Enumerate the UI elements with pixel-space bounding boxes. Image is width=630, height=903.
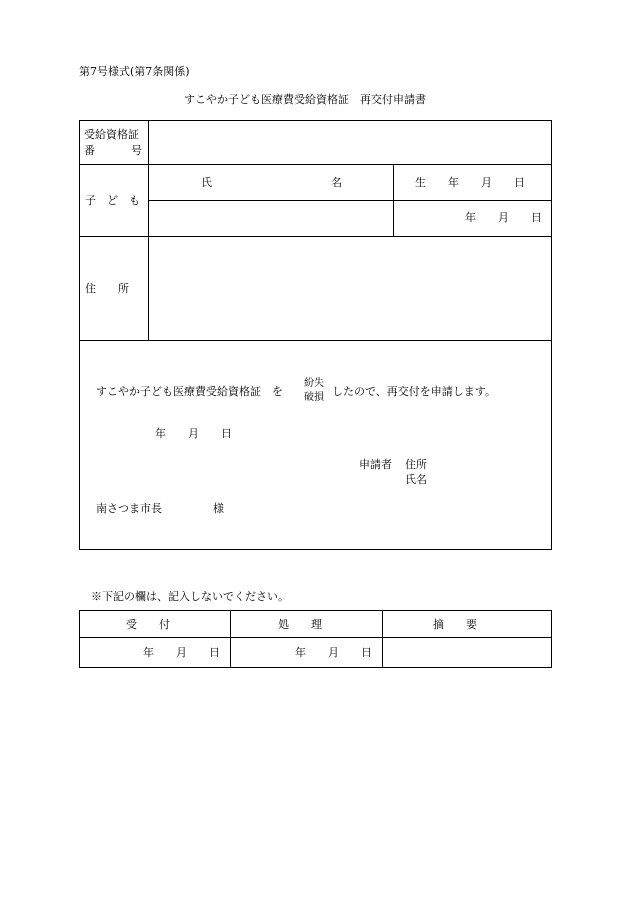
child-label: 子 ど も [85, 194, 140, 207]
form-number: 第7号様式(第7条関係) [79, 65, 190, 78]
col-remarks: 摘 要 [433, 618, 477, 631]
birth-label: 生 年 月 日 [415, 176, 525, 189]
declaration-suffix: したので、再交付を申請します。 [332, 385, 496, 398]
name-label-second: 名 [331, 176, 342, 189]
addressee-honorific: 様 [213, 502, 224, 515]
received-date[interactable]: 年 月 日 [143, 646, 220, 659]
col-received: 受 付 [126, 618, 170, 631]
reason-option-damaged[interactable]: 破損 [304, 392, 324, 403]
reason-option-lost[interactable]: 紛失 [304, 378, 324, 389]
office-use-note: ※下記の欄は、記入しないでください。 [91, 590, 289, 603]
applicant-address-label: 住所 [405, 458, 427, 471]
address-label: 住 所 [85, 282, 129, 295]
declaration-prefix: すこやか子ども医療費受給資格証 を [96, 385, 283, 398]
applicant-label: 申請者 [359, 458, 392, 471]
name-label-first: 氏 [201, 176, 212, 189]
cert-number-label-b: 号 [131, 144, 142, 157]
birth-date-field[interactable]: 年 月 日 [465, 211, 542, 224]
cert-number-label-line1: 受給資格証 [84, 128, 139, 141]
cert-number-label-a: 番 [84, 144, 95, 157]
processed-date[interactable]: 年 月 日 [295, 646, 372, 659]
applicant-name-label: 氏名 [405, 473, 427, 486]
page-title: すこやか子ども医療費受給資格証 再交付申請書 [184, 93, 426, 106]
col-processed: 処 理 [278, 618, 322, 631]
addressee: 南さつま市長 [96, 502, 162, 515]
application-date[interactable]: 年 月 日 [155, 427, 232, 440]
